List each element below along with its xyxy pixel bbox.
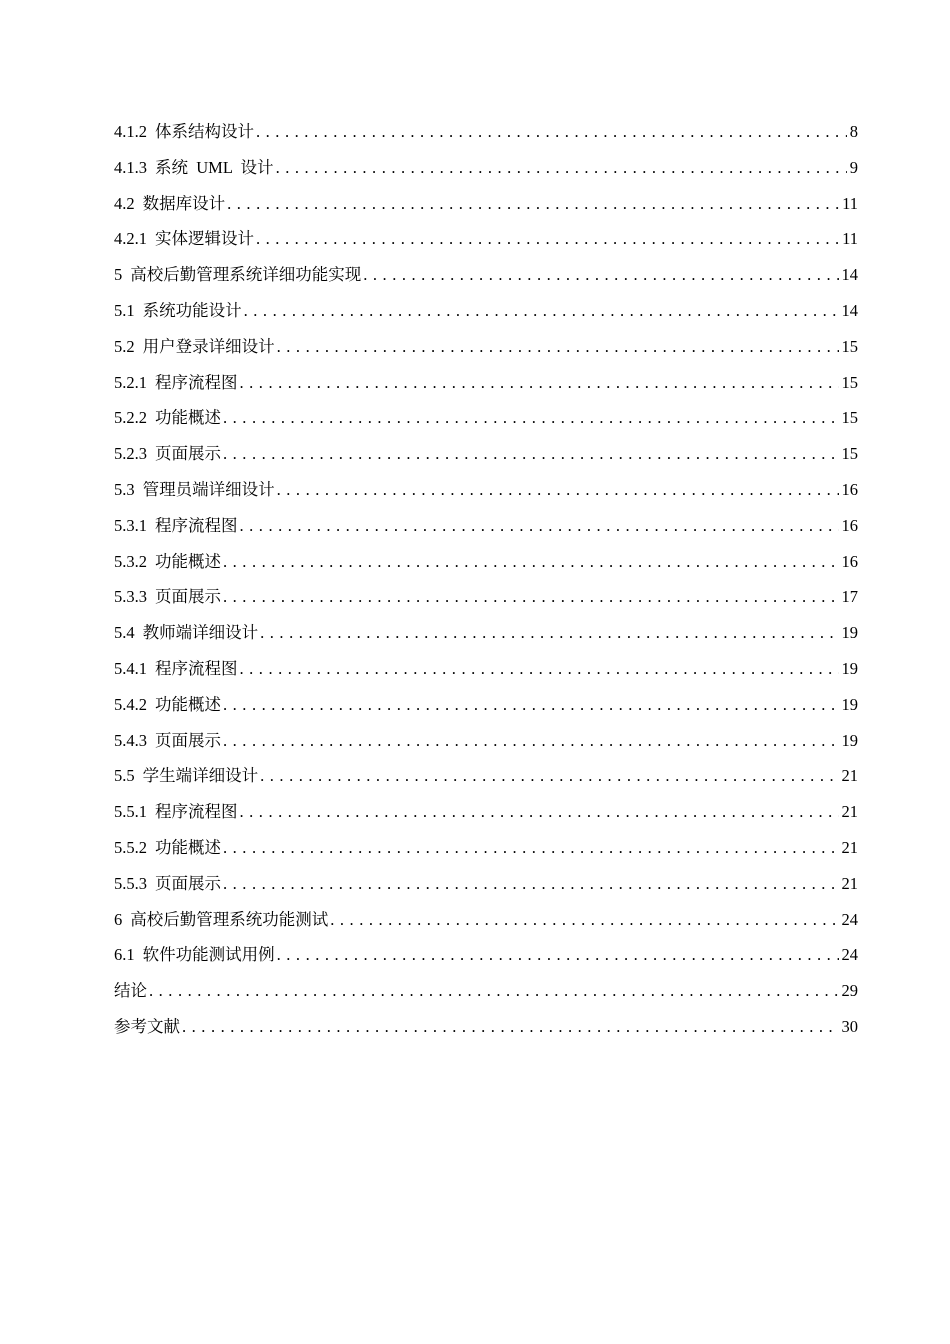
toc-entry-title: 程序流程图 <box>155 372 238 392</box>
toc-entry-number: 5 <box>114 265 123 285</box>
toc-entry[interactable] <box>114 798 858 834</box>
toc-entry[interactable] <box>114 190 858 226</box>
toc-entry[interactable] <box>114 870 858 906</box>
toc-entry-number: 5.5.2 <box>114 837 147 857</box>
toc-entry-title: 高校后勤管理系统详细功能实现 <box>130 265 362 285</box>
table-of-contents <box>114 118 858 1049</box>
toc-entry[interactable] <box>114 369 858 405</box>
toc-entry-page: 29 <box>841 981 858 1001</box>
toc-entry-number: 5.2.2 <box>114 408 147 428</box>
toc-entry-title: 体系结构设计 <box>155 122 254 141</box>
toc-dot-leader <box>240 512 839 540</box>
toc-dot-leader <box>260 762 838 790</box>
toc-entry[interactable] <box>114 619 858 655</box>
toc-dot-leader <box>256 225 839 253</box>
toc-entry-title: 用户登录详细设计 <box>142 336 275 356</box>
toc-entry[interactable] <box>114 941 858 977</box>
toc-entry-number: 4.1.2 <box>114 122 147 141</box>
toc-dot-leader <box>330 906 838 934</box>
toc-dot-leader <box>223 834 839 862</box>
toc-dot-leader <box>223 870 839 898</box>
toc-entry[interactable] <box>114 225 858 261</box>
toc-entry-title: 数据库设计 <box>142 193 226 213</box>
toc-entry-number: 5.4.3 <box>114 730 147 750</box>
toc-entry-title: 程序流程图 <box>155 515 238 535</box>
toc-dot-leader <box>149 977 839 1005</box>
toc-dot-leader <box>277 476 839 504</box>
toc-entry-title: 程序流程图 <box>155 802 238 822</box>
toc-entry-number: 5.3 <box>114 479 135 499</box>
toc-entry-title: 页面展示 <box>155 587 221 607</box>
toc-entry-page: 24 <box>841 945 858 965</box>
toc-entry-title: 教师端详细设计 <box>142 623 259 643</box>
toc-entry-conclusion[interactable] <box>114 977 858 1013</box>
toc-entry[interactable] <box>114 548 858 584</box>
toc-entry-number: 5.4 <box>114 623 135 643</box>
toc-entry-number: 5.2 <box>114 336 135 356</box>
toc-entry-page: 21 <box>841 766 858 786</box>
toc-entry-page: 19 <box>841 694 858 714</box>
toc-dot-leader <box>223 691 839 719</box>
toc-entry-number: 5.4.2 <box>114 694 147 714</box>
toc-entry-page: 15 <box>841 372 858 392</box>
toc-entry-page: 21 <box>841 802 858 822</box>
toc-entry-title: 参考文献 <box>114 1016 180 1036</box>
toc-entry-number: 5.1 <box>114 300 135 320</box>
toc-dot-leader <box>276 154 847 182</box>
toc-entry-title: 功能概述 <box>155 837 221 857</box>
toc-entry[interactable] <box>114 727 858 763</box>
toc-dot-leader <box>223 404 839 432</box>
toc-entry[interactable] <box>114 906 858 942</box>
toc-entry-page: 19 <box>841 730 858 750</box>
toc-entry-number: 6.1 <box>114 945 135 965</box>
toc-entry-number: 5.3.1 <box>114 515 147 535</box>
toc-entry-page: 16 <box>841 479 858 499</box>
toc-entry-page: 11 <box>842 229 858 249</box>
toc-entry[interactable] <box>114 261 858 297</box>
toc-dot-leader <box>363 261 838 289</box>
toc-entry-references[interactable] <box>114 1013 858 1049</box>
toc-entry-title: 管理员端详细设计 <box>142 479 275 499</box>
toc-entry-number: 5.5.3 <box>114 873 147 893</box>
toc-entry-page: 14 <box>841 265 858 285</box>
toc-entry[interactable] <box>114 512 858 548</box>
toc-entry-title: 高校后勤管理系统功能测试 <box>130 909 329 929</box>
toc-entry-number: 5.2.3 <box>114 444 147 464</box>
toc-entry-page: 21 <box>841 873 858 893</box>
toc-entry[interactable] <box>114 118 858 154</box>
toc-entry-number: 5.4.1 <box>114 658 147 678</box>
toc-entry-title: 功能概述 <box>155 408 221 428</box>
toc-dot-leader <box>240 369 839 397</box>
toc-entry[interactable] <box>114 655 858 691</box>
toc-entry-title: 功能概述 <box>155 551 221 571</box>
toc-entry[interactable] <box>114 476 858 512</box>
toc-entry-page: 15 <box>841 444 858 464</box>
toc-dot-leader <box>244 297 839 325</box>
toc-entry-page: 19 <box>841 623 858 643</box>
toc-entry[interactable] <box>114 834 858 870</box>
toc-entry-page: 17 <box>841 587 858 607</box>
toc-dot-leader <box>182 1013 839 1041</box>
toc-entry[interactable] <box>114 691 858 727</box>
toc-entry-page: 11 <box>842 193 858 213</box>
toc-dot-leader <box>223 583 839 611</box>
toc-entry-page: 19 <box>841 658 858 678</box>
toc-dot-leader <box>223 440 839 468</box>
toc-entry-page: 16 <box>841 515 858 535</box>
toc-dot-leader <box>240 655 839 683</box>
toc-entry-title: 软件功能测试用例 <box>142 945 275 965</box>
toc-entry-page: 30 <box>841 1016 858 1036</box>
toc-entry-title: 系统 UML 设计 <box>155 157 274 177</box>
toc-entry-title: 功能概述 <box>155 694 221 714</box>
toc-entry-page: 24 <box>841 909 858 929</box>
toc-entry-title: 实体逻辑设计 <box>155 229 254 249</box>
toc-entry-number: 4.1.3 <box>114 157 147 177</box>
toc-dot-leader <box>227 190 839 218</box>
toc-entry-number: 5.2.1 <box>114 372 147 392</box>
toc-entry-number: 4.2.1 <box>114 229 147 249</box>
toc-entry-number: 5.3.2 <box>114 551 147 571</box>
toc-entry-number: 5.5.1 <box>114 802 147 822</box>
toc-entry[interactable] <box>114 440 858 476</box>
toc-dot-leader <box>223 727 839 755</box>
toc-entry-title: 页面展示 <box>155 873 221 893</box>
toc-entry-title: 页面展示 <box>155 730 221 750</box>
toc-entry[interactable] <box>114 583 858 619</box>
toc-dot-leader <box>260 619 838 647</box>
toc-entry-number: 5.3.3 <box>114 587 147 607</box>
toc-dot-leader <box>277 941 839 969</box>
toc-entry-number: 4.2 <box>114 193 135 213</box>
toc-entry-page: 14 <box>841 300 858 320</box>
toc-entry-title: 系统功能设计 <box>142 300 242 320</box>
toc-entry-page: 9 <box>849 157 858 177</box>
toc-entry-page: 15 <box>841 336 858 356</box>
toc-entry[interactable] <box>114 333 858 369</box>
toc-entry-page: 15 <box>841 408 858 428</box>
toc-dot-leader <box>277 333 839 361</box>
toc-entry-title: 页面展示 <box>155 444 221 464</box>
toc-entry-page: 21 <box>841 837 858 857</box>
toc-dot-leader <box>240 798 839 826</box>
toc-entry-title: 学生端详细设计 <box>142 766 259 786</box>
toc-entry-number: 5.5 <box>114 766 135 786</box>
toc-dot-leader <box>223 548 839 576</box>
toc-entry-number: 6 <box>114 909 123 929</box>
toc-dot-leader <box>256 118 847 146</box>
toc-entry-page: 16 <box>841 551 858 571</box>
toc-entry-title: 程序流程图 <box>155 658 238 678</box>
toc-entry[interactable] <box>114 404 858 440</box>
toc-entry[interactable] <box>114 297 858 333</box>
toc-entry[interactable] <box>114 154 858 190</box>
toc-entry-title: 结论 <box>114 981 147 1001</box>
toc-entry-page: 8 <box>849 122 858 141</box>
toc-entry[interactable] <box>114 762 858 798</box>
